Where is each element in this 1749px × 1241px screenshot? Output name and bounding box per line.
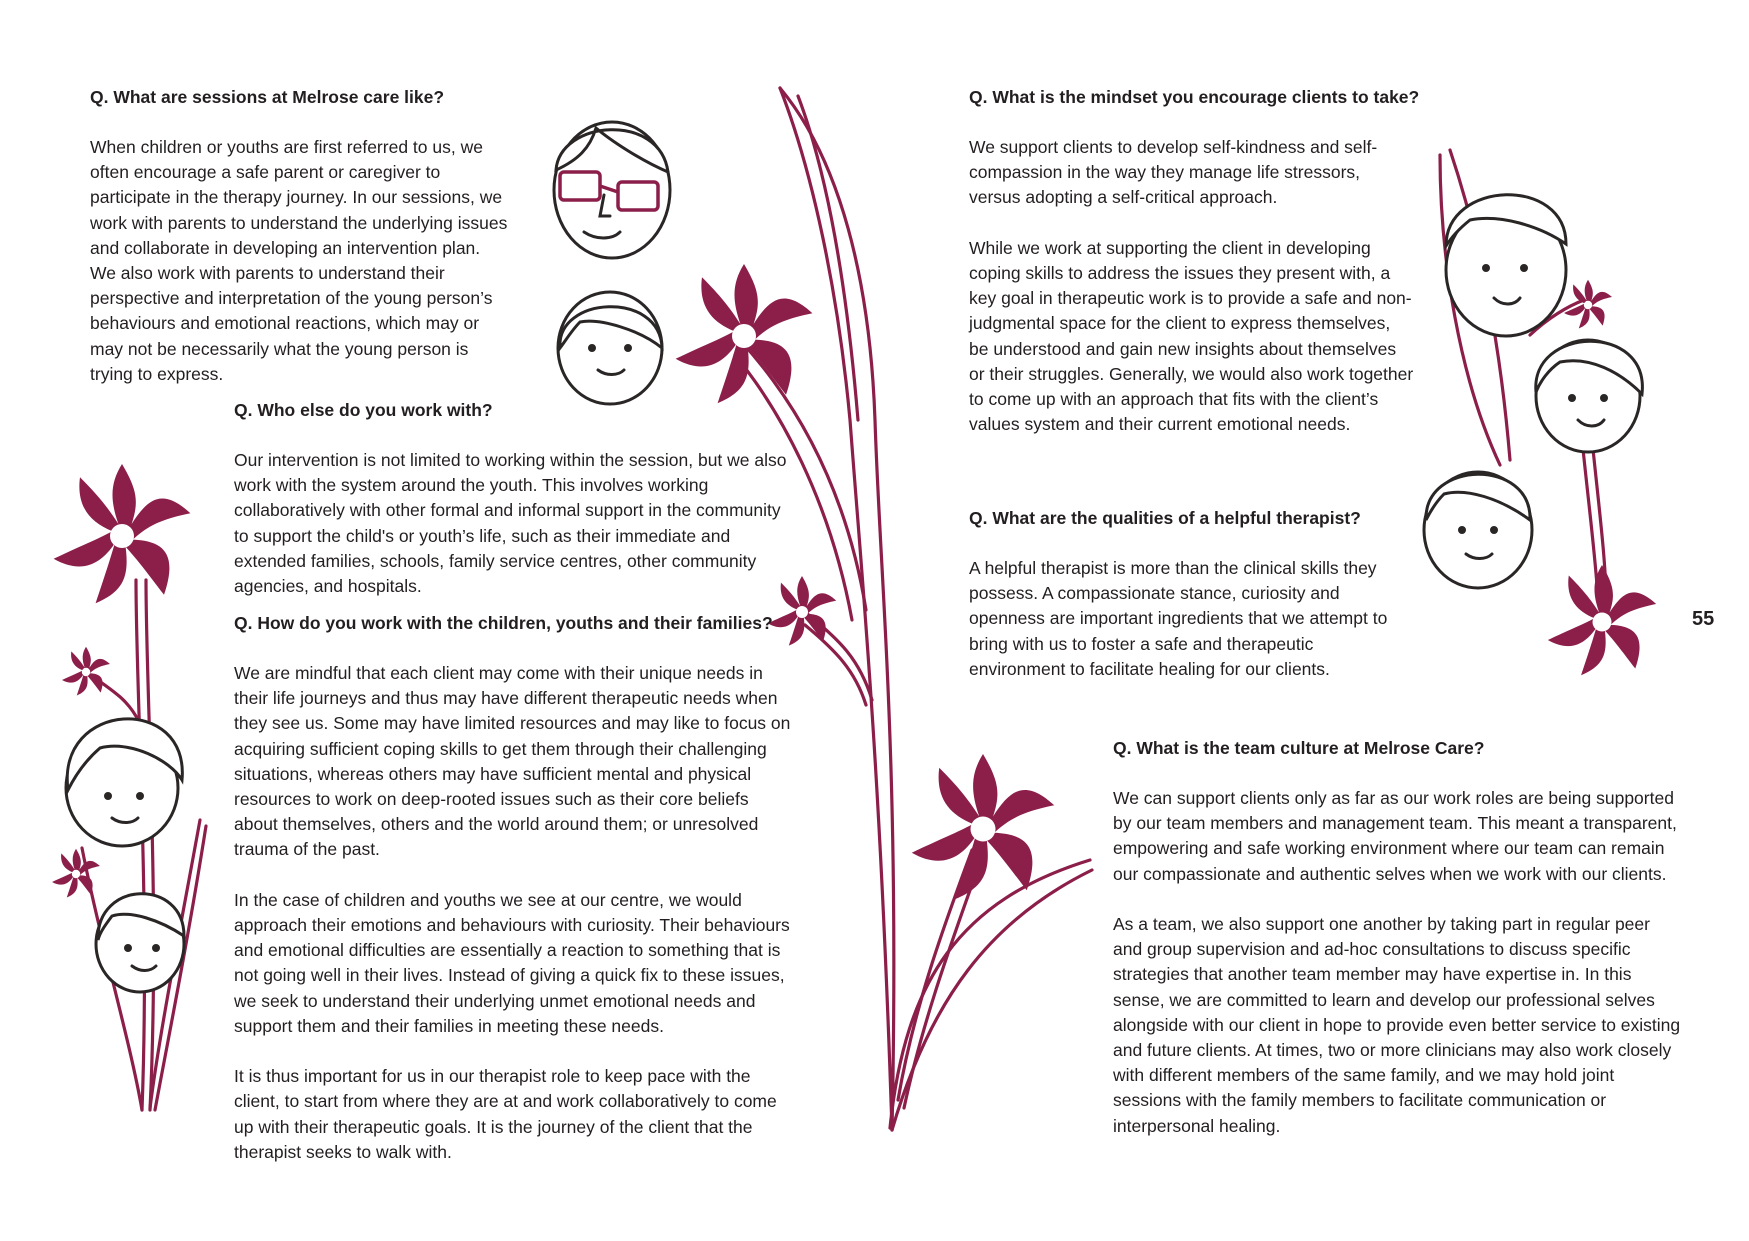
answer-paragraph: We are mindful that each client may come with their unique needs in their life journeys and thus may have different therapeutic needs when they see us. Some may have limited resources and may like to focus on acquiring sufficient coping skills to get them through their challenging situations, whereas others may have sufficient mental and physical resources to work on deep-rooted issues such as their core beliefs about themselves, others and the world around them; or unresolved trauma of the past. — [234, 663, 791, 860]
flower-icon — [1548, 565, 1656, 675]
page-number: 55 — [1692, 608, 1715, 630]
answer-paragraph: While we work at supporting the client in developing coping skills to address the issues they present with, a key goal in therapeutic work is to provide a safe and non-judgmental space for the client to express themselves, be understood and gain new insights about themselves or their struggles. Generally, we would also work together to come up with an approach that fits with the client’s values system and their current emotional needs. — [969, 237, 1414, 435]
answer-paragraph: A helpful therapist is more than the clinical skills they possess. A compassionate stance, curiosity and openness are important ingredients that we attempt to bring with us to foster a safe and therapeutic environment to facilitate healing for our clients. — [969, 558, 1388, 679]
section-qualities — [969, 506, 1389, 682]
section-who-else — [234, 398, 794, 599]
question-heading: Q. How do you work with the children, youths and their families? — [234, 613, 773, 633]
face-icon — [1446, 195, 1566, 336]
question-heading: Q. What is the mindset you encourage clients to take? — [969, 87, 1420, 107]
section-how-work — [234, 611, 794, 1165]
flower-icon — [676, 264, 813, 403]
section-team-culture — [1113, 736, 1683, 1139]
answer-paragraph: We can support clients only as far as our work roles are being supported by our team members and management team. This meant a transparent, empowering and safe working environment where our team can remain our compassionate and authentic selves when we work with our clients. — [1113, 788, 1677, 884]
question-heading: Q. What are the qualities of a helpful therapist? — [969, 508, 1361, 528]
section-sessions — [90, 85, 510, 387]
flower-icon — [54, 464, 191, 603]
face-icon — [96, 894, 184, 992]
question-heading: Q. Who else do you work with? — [234, 400, 493, 420]
face-icon — [66, 719, 182, 846]
flower-icon — [912, 754, 1055, 899]
question-heading: Q. What are sessions at Melrose care like? — [90, 87, 445, 107]
question-heading: Q. What is the team culture at Melrose Care? — [1113, 738, 1485, 758]
flower-icon — [52, 849, 100, 898]
face-icon — [1424, 472, 1532, 588]
answer-paragraph: In the case of children and youths we see at our centre, we would approach their emotions and behaviours with curiosity. Their behaviours and emotional difficulties are essentially a reaction to something that is not going well in their lives. Instead of giving a quick fix to these issues, we seek to understand their underlying unmet emotional needs and support them and their families in meeting these needs. — [234, 889, 790, 1036]
section-mindset — [969, 85, 1420, 437]
answer-paragraph: When children or youths are first referred to us, we often encourage a safe parent or caregiver to participate in the therapy journey. In our sessions, we work with parents to understand the underlying issues and collaborate in developing an intervention plan. We also work with parents to understand their perspective and interpretation of the young person’s behaviours and emotional reactions, which may or may not be necessarily what the young person is trying to express. — [90, 137, 508, 384]
answer-paragraph: Our intervention is not limited to working within the session, but we also work with the system around the youth. This involves working collaboratively with other formal and informal support in the community to support the child's or youth’s life, such as their immediate and extended families, schools, family service centres, other community agencies, and hospitals. — [234, 450, 787, 597]
answer-paragraph: As a team, we also support one another by taking part in regular peer and group supervision and ad-hoc consultations to discuss specific strategies that another team member may have expertise in. In this sense, we are committed to learn and develop our professional selves alongside with our client in hope to provide even better service to existing and future clients. At times, two or more clinicians may also work closely with different members of the same family, and we may hold joint sessions with the family members to facilitate communication or interpersonal healing. — [1113, 914, 1681, 1136]
flower-icon — [62, 647, 110, 696]
answer-paragraph: It is thus important for us in our therapist role to keep pace with the client, to start from where they are at and work collaboratively to come up with their therapeutic goals. It is the journey of the client that the therapist seeks to walk with. — [234, 1066, 777, 1162]
face-icon — [1536, 340, 1643, 452]
face-icon — [558, 292, 662, 404]
answer-paragraph: We support clients to develop self-kindness and self-compassion in the way they manage life stressors, versus adopting a self-critical approach. — [969, 137, 1378, 208]
